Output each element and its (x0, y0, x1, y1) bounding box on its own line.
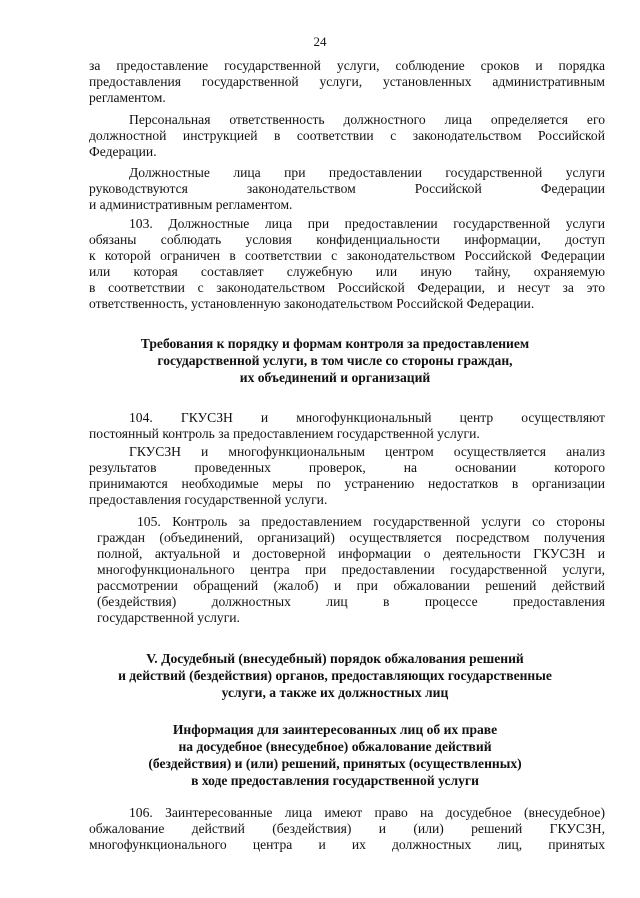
text-line: принимаются необходимые меры по устранению недостатков в организации (89, 476, 605, 491)
text-line: (бездействия) должностных лиц в процессе предоставления (97, 594, 605, 609)
text-line: регламентом. (89, 90, 166, 105)
text-line: Должностные лица при предоставлении государственной услуги (129, 165, 605, 180)
heading-line: Требования к порядку и формам контроля за предоставлением (140, 336, 530, 351)
paragraph-responsibility (89, 58, 605, 106)
heading-line: их объединений и организаций (239, 370, 431, 385)
text-line: Федерации. (89, 144, 157, 159)
text-line: в соответствии с законодательством Российской Федерации, и несут за это (89, 280, 605, 295)
text-line: обжалование действий (бездействия) и (или) решений ГКУСЗН, (89, 821, 605, 836)
heading-line: услуги, а также их должностных лиц (221, 685, 449, 700)
heading-line: V. Досудебный (внесудебный) порядок обжалования решений (146, 651, 524, 666)
text-line: 104. ГКУСЗН и многофункциональный центр осуществляют (129, 410, 605, 425)
text-line: предоставления государственной услуги. (89, 492, 328, 507)
paragraph-103 (89, 216, 605, 312)
text-line: должностной инструкцией в соответствии с законодательством Российской (89, 128, 605, 143)
text-line: 103. Должностные лица при предоставлении государственной услуги (129, 216, 605, 231)
text-line: руководствуются законодательством Российской Федерации (89, 181, 605, 196)
heading-control-requirements (60, 336, 610, 387)
page-number: 24 (313, 34, 327, 49)
text-line: государственной услуги. (97, 610, 240, 625)
text-line: за предоставление государственной услуги, соблюдение сроков и порядка (89, 58, 605, 73)
text-line: или которая составляет служебную или иную тайну, охраняемую (89, 264, 605, 279)
text-line: 106. Заинтересованные лица имеют право на досудебное (внесудебное) (129, 805, 605, 820)
text-line: предоставления государственной услуги, установленных административным (89, 74, 605, 89)
text-line: 105. Контроль за предоставлением государственной услуги со стороны (137, 514, 605, 529)
text-line: ГКУСЗН и многофункциональным центром осуществляется анализ (129, 444, 605, 459)
paragraph-104 (89, 410, 605, 442)
paragraph-personal-responsibility (89, 112, 605, 160)
heading-line: и действий (бездействия) органов, предоставляющих государственные (118, 668, 552, 683)
heading-line: государственной услуги, в том числе со стороны граждан, (157, 353, 513, 368)
text-line: к которой ограничен в соответствии с законодательством Российской Федерации (89, 248, 605, 263)
text-line: полной, актуальной и достоверной информации о деятельности ГКУСЗН и (97, 546, 605, 561)
text-line: результатов проведенных проверок, на основании которого (89, 460, 605, 475)
text-line: обязаны соблюдать условия конфиденциальности информации, доступ (89, 232, 605, 247)
heading-information (60, 722, 610, 790)
paragraph-officials-guidance (89, 165, 605, 213)
text-line: рассмотрении обращений (жалоб) и при обжаловании решений действий (97, 578, 605, 593)
paragraph-analysis (89, 444, 605, 508)
heading-line: (бездействия) и (или) решений, принятых (осуществленных) (148, 756, 522, 771)
paragraph-105 (97, 514, 605, 626)
text-line: многофункционального центра и их должностных лиц, принятых (89, 837, 605, 852)
heading-line: в ходе предоставления государственной услуги (191, 773, 479, 788)
text-line: ответственность, установленную законодательством Российской Федерации. (89, 296, 535, 311)
text-line: Персональная ответственность должностного лица определяется его (129, 112, 605, 127)
text-line: многофункционального центра при предоставлении государственной услуги, (97, 562, 605, 577)
heading-section-v (60, 651, 610, 702)
paragraph-106 (89, 805, 605, 853)
heading-line: на досудебное (внесудебное) обжалование действий (178, 739, 492, 754)
text-line: постоянный контроль за предоставлением государственной услуги. (89, 426, 480, 441)
heading-line: Информация для заинтересованных лиц об их праве (172, 722, 498, 737)
text-line: и административным регламентом. (89, 197, 293, 212)
text-line: граждан (объединений, организаций) осуществляется посредством получения (97, 530, 605, 545)
